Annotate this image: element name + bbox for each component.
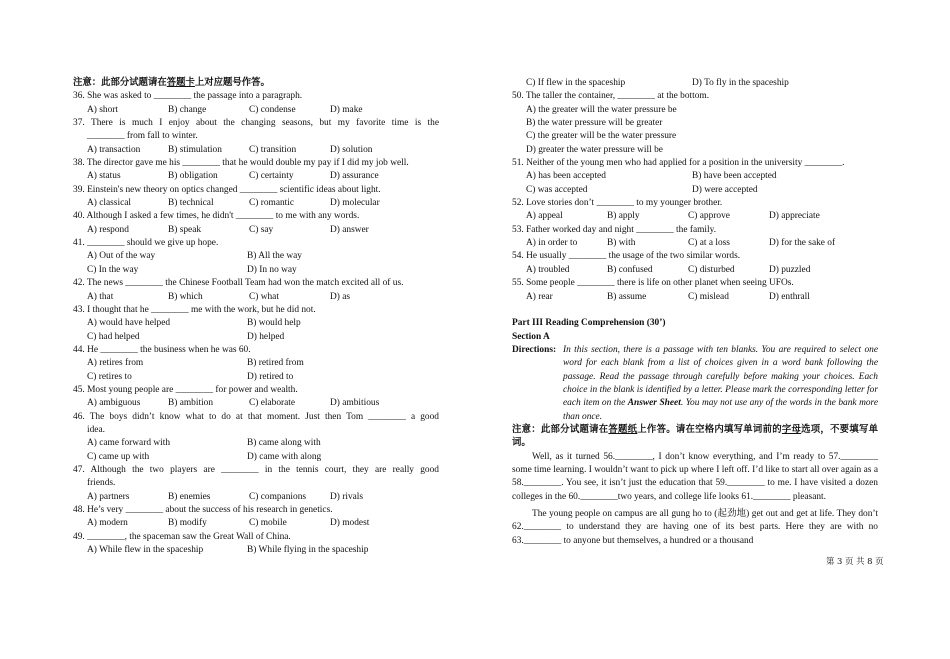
question-stem: 38. The director gave me his ________ that he would double my pay if I did my job well.	[73, 158, 409, 169]
option: A) modern	[87, 518, 128, 529]
directions-label: Directions:	[512, 344, 557, 355]
option: C) certainty	[249, 171, 294, 182]
option: C) was accepted	[526, 184, 588, 195]
option: B) ambition	[168, 398, 214, 409]
option: C) companions	[249, 491, 307, 502]
option: B) came along with	[247, 438, 321, 449]
question-stem: 51. Neither of the young men who had applied for a position in the university ________.	[512, 158, 845, 169]
options-row	[512, 291, 878, 304]
option: C) mislead	[688, 291, 729, 302]
option: D) retired to	[247, 371, 294, 382]
option: C) approve	[688, 211, 730, 222]
option: C) at a loss	[688, 238, 730, 249]
option: B) modify	[168, 518, 207, 529]
question-stem: 47. Although the two players are ________ in the tennis court, they are really good	[73, 464, 439, 475]
q49-continued-options	[512, 77, 878, 90]
question-stem-continued: friends.	[87, 478, 116, 489]
directions	[512, 344, 878, 424]
options-row	[512, 130, 878, 143]
option: C) elaborate	[249, 398, 296, 409]
question-stem: 39. Einstein's new theory on optics changed ________ scientific ideas about light.	[73, 184, 381, 195]
answer-card-notice: 注意：此部分试题请在答题卡上对应题号作答。	[73, 78, 270, 88]
option: A) retires from	[87, 358, 144, 369]
option: B) which	[168, 291, 203, 302]
question-stem: 54. He usually ________ the usage of the two similar words.	[512, 251, 741, 262]
option: A) Out of the way	[87, 251, 156, 262]
options-row	[73, 197, 439, 210]
options-row	[73, 451, 439, 464]
options-row	[512, 210, 878, 223]
option: A) has been accepted	[526, 171, 606, 182]
option: B) would help	[247, 318, 301, 329]
options-row	[512, 264, 878, 277]
option: A) status	[87, 171, 121, 182]
options-row	[73, 250, 439, 263]
page-number: 第 3 页 共 8 页	[826, 556, 884, 566]
option: D) ambitious	[330, 398, 380, 409]
option: A) in order to	[526, 238, 578, 249]
option: C) had helped	[87, 331, 140, 342]
option: D) assurance	[330, 171, 379, 182]
option: A) came forward with	[87, 438, 171, 449]
options-row	[73, 331, 439, 344]
option: B) All the way	[247, 251, 302, 262]
option: B) with	[607, 238, 636, 249]
question-stem: 40. Although I asked a few times, he didn't ________ to me with any words.	[73, 211, 360, 222]
options-row	[512, 144, 878, 157]
options-row	[73, 544, 439, 557]
option: A) transaction	[87, 144, 141, 155]
option: D) To fly in the spaceship	[692, 78, 789, 88]
option: B) technical	[168, 198, 214, 209]
options-row	[73, 491, 439, 504]
option: C) retires to	[87, 371, 132, 382]
option: D) enthrall	[769, 291, 810, 302]
options-row	[512, 117, 878, 130]
options-row	[73, 371, 439, 384]
option: A) While flew in the spaceship	[87, 545, 204, 556]
options-row	[73, 144, 439, 157]
options-row	[73, 104, 439, 117]
option: D) solution	[330, 144, 373, 155]
option: D) make	[330, 104, 363, 115]
option: C) came up with	[87, 451, 150, 462]
option: A) short	[87, 104, 118, 115]
option: D) rivals	[330, 491, 364, 502]
option: D) In no way	[247, 264, 297, 275]
option: B) speak	[168, 224, 202, 235]
option: C) disturbed	[688, 264, 735, 275]
right-question-list	[512, 90, 878, 304]
option: C) transition	[249, 144, 297, 155]
options-row	[73, 291, 439, 304]
option: D) for the sake of	[769, 238, 836, 249]
question-stem: 50. The taller the container, ________ at the bottom.	[512, 91, 710, 102]
option: A) ambiguous	[87, 398, 141, 409]
passage-paragraph-2: The young people on campus are all gung ho to (起劲地) get out and get at life. They don’t 62.________ to understand they are having one of its best parts. Here they are with no 63.________ to anyone but themselves, a hundred or a thousand	[512, 509, 878, 546]
option: D) came with along	[247, 451, 322, 462]
option: D) helped	[247, 331, 285, 342]
option: C) condense	[249, 104, 296, 115]
question-stem: 36. She was asked to ________ the passage into a paragraph.	[73, 91, 303, 102]
option: A) troubled	[526, 264, 570, 275]
option: C) say	[249, 224, 274, 235]
option: C) the greater will be the water pressure	[526, 131, 677, 142]
question-stem: 42. The news ________ the Chinese Football Team had won the match excited all of us.	[73, 278, 404, 289]
option: A) would have helped	[87, 318, 171, 329]
options-row	[73, 397, 439, 410]
option: B) confused	[607, 264, 653, 275]
option: A) classical	[87, 198, 131, 209]
options-row	[512, 237, 878, 250]
option: A) appeal	[526, 211, 563, 222]
option: B) change	[168, 104, 207, 115]
option: A) the greater will the water pressure be	[526, 104, 677, 115]
option: A) rear	[526, 291, 553, 302]
option: D) modest	[330, 518, 370, 529]
option: B) While flying in the spaceship	[247, 545, 369, 556]
left-question-list	[73, 90, 439, 557]
options-row	[73, 437, 439, 450]
option: A) that	[87, 291, 114, 302]
option: D) appreciate	[769, 211, 820, 222]
options-row	[512, 104, 878, 117]
option: B) the water pressure will be greater	[526, 118, 663, 129]
options-row	[73, 264, 439, 277]
directions-text: In this section, there is a passage with ten blanks. You are required to select one word for each blank from a list of choices given in a word bank following the passage. Read the passage through carefully before making your choices. Each choice in the blank is identified by a letter. Please mark the corresponding letter for each item on the Answer Sheet. You may not use any of the words in the bank more than once.	[563, 344, 878, 422]
question-stem: 53. Father worked day and night ________ the family.	[512, 224, 717, 235]
question-stem: 52. Love stories don’t ________ to my younger brother.	[512, 198, 723, 209]
option: B) have been accepted	[692, 171, 777, 182]
options-row	[73, 170, 439, 183]
option: C) mobile	[249, 518, 287, 529]
question-stem: 41. ________ should we give up hope.	[73, 238, 219, 249]
option: D) puzzled	[769, 264, 811, 275]
question-stem: 44. He ________ the business when he was 60.	[73, 344, 251, 355]
options-row	[73, 317, 439, 330]
option: B) stimulation	[168, 144, 222, 155]
option: C) If flew in the spaceship	[526, 78, 626, 88]
option: D) molecular	[330, 198, 380, 209]
option: D) greater the water pressure will be	[526, 144, 663, 155]
option: A) partners	[87, 491, 130, 502]
option: D) were accepted	[692, 184, 758, 195]
question-stem: 46. The boys didn’t know what to do at that moment. Just then Tom ________ a good	[73, 411, 439, 422]
options-row	[512, 184, 878, 197]
options-row	[73, 517, 439, 530]
section-title: Section A	[512, 331, 550, 342]
option: B) enemies	[168, 491, 211, 502]
options-row	[73, 224, 439, 237]
passage-paragraph-1: Well, as it turned 56.________, I don’t know everything, and I’m ready to 57.________ some time learning. I wouldn’t want to pick up where I left off. I’d like to start all over again as a 58.________. You see, it isn’t just the education that 59.________ to me. I have visited a dozen colleges in the 60.________two years, and college life looks 61.________ pleasant.	[512, 451, 878, 502]
option: D) as	[330, 291, 351, 302]
option: B) retired from	[247, 358, 304, 369]
question-stem-continued: ________ from fall to winter.	[87, 131, 198, 142]
question-stem: 37. There is much I enjoy about the changing seasons, but my favorite time is the	[73, 118, 439, 129]
left-column	[73, 77, 439, 557]
option: D) answer	[330, 224, 369, 235]
question-stem: 49. ________, the spaceman saw the Great Wall of China.	[73, 531, 291, 542]
question-stem: 48. He’s very ________ about the success of his research in genetics.	[73, 505, 333, 515]
answer-sheet-notice: 注意：此部分试题请在答题纸上作答。请在空格内填写单词前的字母选项，不要填写单词。	[512, 424, 878, 449]
question-stem: 45. Most young people are ________ for power and wealth.	[73, 384, 298, 395]
question-stem-continued: idea.	[87, 424, 105, 435]
option: C) romantic	[249, 198, 295, 209]
option: C) In the way	[87, 264, 139, 275]
part-title: Part III Reading Comprehension (30’)	[512, 318, 666, 329]
question-stem: 43. I thought that he ________ me with the work, but he did not.	[73, 304, 316, 315]
options-row	[73, 357, 439, 370]
option: A) respond	[87, 224, 129, 235]
option: B) assume	[607, 291, 647, 302]
option: B) apply	[607, 211, 640, 222]
option: B) obligation	[168, 171, 218, 182]
right-column	[512, 77, 878, 548]
option: C) what	[249, 291, 279, 302]
options-row	[512, 170, 878, 183]
question-stem: 55. Some people ________ there is life on other planet when seeing UFOs.	[512, 278, 794, 289]
